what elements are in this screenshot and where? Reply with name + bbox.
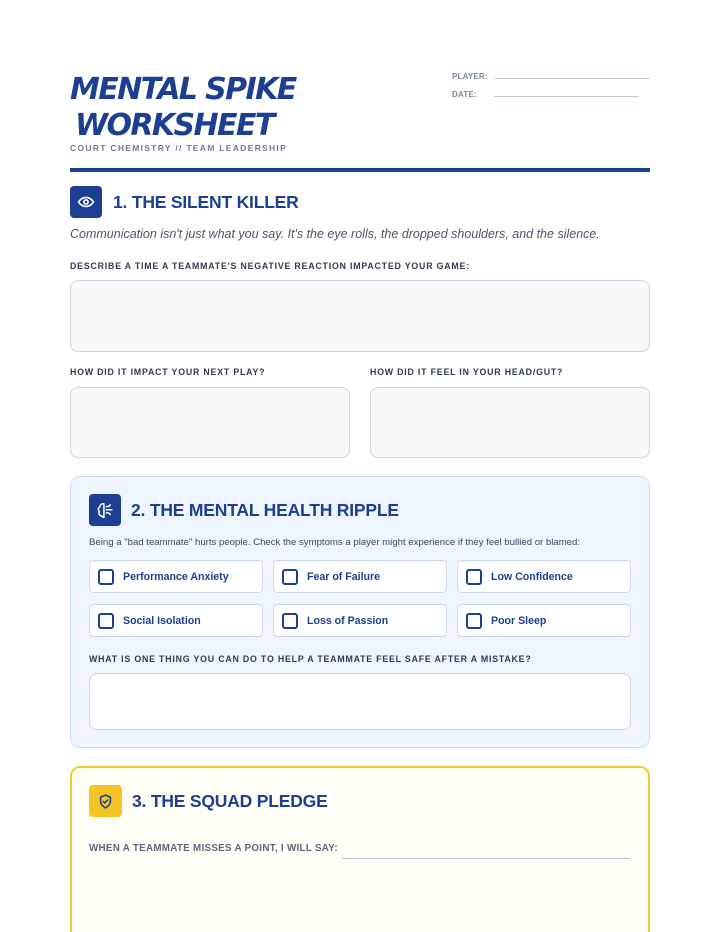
title-line-2: WORKSHEET (75, 108, 274, 143)
player-label: PLAYER: (452, 72, 488, 81)
question-2-label: HOW DID IT IMPACT YOUR NEXT PLAY? (70, 367, 266, 377)
checkbox-square[interactable] (466, 613, 482, 629)
eye-icon (70, 186, 102, 218)
checkbox-loss-of-passion[interactable] (273, 604, 447, 637)
checkbox-square[interactable] (98, 613, 114, 629)
checkbox-square[interactable] (282, 569, 298, 585)
answer-box-4[interactable] (89, 673, 631, 730)
shield-check-icon (89, 785, 122, 817)
page-subtitle: COURT CHEMISTRY // TEAM LEADERSHIP (70, 143, 288, 153)
date-label: DATE: (452, 90, 477, 99)
checkbox-poor-sleep[interactable] (457, 604, 631, 637)
question-3-label: HOW DID IT FEEL IN YOUR HEAD/GUT? (370, 367, 564, 377)
checkbox-social-isolation[interactable] (89, 604, 263, 637)
checkbox-label: Loss of Passion (307, 614, 389, 627)
question-1-label: DESCRIBE A TIME A TEAMMATE'S NEGATIVE REACTION IMPACTED YOUR GAME: (70, 261, 470, 271)
date-line[interactable] (494, 96, 639, 97)
section-2-text: Being a "bad teammate" hurts people. Check the symptoms a player might experience if they feel bullied or blamed: (89, 537, 581, 548)
pledge-answer-line[interactable] (342, 858, 630, 859)
checkbox-label: Performance Anxiety (123, 570, 229, 583)
checkbox-fear-of-failure[interactable] (273, 560, 447, 593)
checkbox-low-confidence[interactable] (457, 560, 631, 593)
checkbox-label: Fear of Failure (307, 570, 380, 583)
checkbox-label: Poor Sleep (491, 614, 547, 627)
section-1-lead: Communication isn't just what you say. It's the eye rolls, the dropped shoulders, and the silence. (70, 227, 600, 241)
title-line-1: MENTAL SPIKE (70, 72, 296, 107)
checkbox-square[interactable] (282, 613, 298, 629)
checkbox-square[interactable] (98, 569, 114, 585)
player-line[interactable] (494, 78, 650, 79)
date-field[interactable] (452, 90, 639, 99)
answer-box-3[interactable] (370, 387, 650, 458)
answer-box-2[interactable] (70, 387, 350, 458)
checkbox-square[interactable] (466, 569, 482, 585)
section-3-title: 3. THE SQUAD PLEDGE (132, 791, 328, 811)
checkbox-label: Low Confidence (491, 570, 573, 583)
brain-icon (89, 494, 121, 526)
section-2-question: WHAT IS ONE THING YOU CAN DO TO HELP A TEAMMATE FEEL SAFE AFTER A MISTAKE? (89, 654, 532, 664)
player-field[interactable] (452, 72, 650, 81)
checkbox-performance-anxiety[interactable] (89, 560, 263, 593)
checkbox-label: Social Isolation (123, 614, 201, 627)
section-2-title: 2. THE MENTAL HEALTH RIPPLE (131, 500, 399, 520)
header-divider (70, 168, 650, 172)
page-title (70, 72, 400, 144)
section-1-title: 1. THE SILENT KILLER (113, 192, 299, 212)
answer-box-1[interactable] (70, 280, 650, 352)
pledge-label: WHEN A TEAMMATE MISSES A POINT, I WILL SAY: (89, 843, 338, 854)
